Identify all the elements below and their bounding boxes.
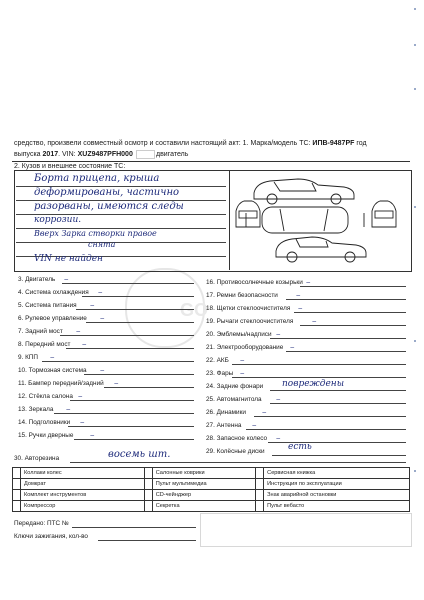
check-mark: ‒ xyxy=(100,314,105,322)
vin-label: VIN: xyxy=(62,151,76,158)
body-note-2: деформированы, частично xyxy=(34,187,180,198)
body-note-5: Вверх Зарка створки правое xyxy=(34,229,157,238)
pts-label: Передано: ПТС № xyxy=(14,520,69,527)
item-front-axle-line xyxy=(66,348,194,349)
check-mark: ‒ xyxy=(98,288,103,296)
item-rear-lights-line xyxy=(270,390,406,391)
equipment-label: Пульт вебасто xyxy=(264,501,410,512)
item-battery: 22. АКБ xyxy=(206,357,229,364)
car-top-view-icon xyxy=(246,207,364,233)
item-brakes: 10. Тормозная система xyxy=(18,367,87,374)
item-wiper-blades-line xyxy=(294,312,406,313)
check-mark: ‒ xyxy=(240,356,245,364)
item-engine: 3. Двигатель xyxy=(18,276,56,283)
header-line-2: выпуска 2017. VIN: XUZ9487PFH000 xyxy=(14,151,133,158)
check-mark: ‒ xyxy=(114,379,119,387)
check-mark: ‒ xyxy=(50,353,55,361)
equipment-checkbox[interactable] xyxy=(256,479,264,490)
check-mark: ‒ xyxy=(312,317,317,325)
item-speakers-line xyxy=(254,416,406,417)
check-mark: ‒ xyxy=(276,330,281,338)
body-note-3: разорваны, имеются следы xyxy=(34,201,184,212)
equipment-row xyxy=(13,501,410,512)
check-mark: ‒ xyxy=(90,431,95,439)
item-gearbox-line xyxy=(42,361,194,362)
item-rear-lights: 24. Задние фонари xyxy=(206,383,264,390)
equipment-checkbox[interactable] xyxy=(256,468,264,479)
item-wiper-arms-line xyxy=(300,325,406,326)
body-note-6: снята xyxy=(88,240,116,249)
equipment-label: Инструкция по эксплуатации xyxy=(264,479,410,490)
equipment-table xyxy=(12,467,410,512)
equipment-row xyxy=(13,479,410,490)
body-note-7: VIN не найден xyxy=(34,254,103,264)
item-headlights: 23. Фары xyxy=(206,370,234,377)
equipment-checkbox[interactable] xyxy=(13,479,21,490)
check-mark: ‒ xyxy=(80,418,85,426)
year-suffix: год xyxy=(356,140,367,147)
item-wiper-blades: 18. Щетки стеклоочистителя xyxy=(206,305,291,312)
equipment-checkbox[interactable] xyxy=(144,490,152,501)
equipment-checkbox[interactable] xyxy=(13,490,21,501)
car-rear-view-icon xyxy=(372,201,396,227)
check-mark: ‒ xyxy=(78,392,83,400)
item-headlights-line xyxy=(232,377,406,378)
item-rims-note: есть xyxy=(288,442,312,452)
item-wiper-arms: 19. Рычаги стеклоочистителя xyxy=(206,318,294,325)
equipment-label: CD-чейнджер xyxy=(152,490,255,501)
check-mark: ‒ xyxy=(90,301,95,309)
equipment-checkbox[interactable] xyxy=(144,501,152,512)
item-door-handles: 15. Ручки дверные xyxy=(18,432,74,439)
check-mark: ‒ xyxy=(298,304,303,312)
item-steering-line xyxy=(86,322,194,323)
equipment-row xyxy=(13,468,410,479)
item-battery-line xyxy=(232,364,406,365)
car-diagram xyxy=(232,171,408,269)
vin-value: XUZ9487PFH000 xyxy=(77,151,133,158)
car-front-view-icon xyxy=(236,201,260,227)
item-radio: 25. Автомагнитола xyxy=(206,396,262,403)
section30-line xyxy=(70,462,406,463)
equipment-checkbox[interactable] xyxy=(144,468,152,479)
equipment-label: Домкрат xyxy=(21,479,145,490)
item-front-axle: 8. Передний мост xyxy=(18,341,71,348)
item-rims-line xyxy=(272,455,406,456)
item-rear-axle: 7. Задний мост xyxy=(18,328,63,335)
keys-label: Ключи зажигания, кол-во xyxy=(14,533,88,540)
item-rear-lights-note: повреждены xyxy=(282,379,345,389)
equipment-label: Секретка xyxy=(152,501,255,512)
item-bumper-line xyxy=(104,387,194,388)
pts-line xyxy=(72,527,196,528)
check-mark: ‒ xyxy=(76,327,81,335)
item-brakes-line xyxy=(84,374,194,375)
car-side-view-icon xyxy=(254,179,354,204)
item-speakers: 26. Динамики xyxy=(206,409,246,416)
body-note-1: Борта прицепа, крыша xyxy=(34,173,160,184)
year-prefix: выпуска xyxy=(14,151,41,158)
year-value: 2017 xyxy=(42,151,59,158)
check-mark: ‒ xyxy=(276,434,281,442)
item-seatbelts-line xyxy=(286,299,406,300)
item-seatbelts: 17. Ремни безопасности xyxy=(206,292,278,299)
check-mark: ‒ xyxy=(262,408,267,416)
item-rims: 29. Колёсные диски xyxy=(206,448,265,455)
check-mark: ‒ xyxy=(240,369,245,377)
check-mark: ‒ xyxy=(276,395,281,403)
keys-line xyxy=(98,540,196,541)
check-mark: ‒ xyxy=(306,278,311,286)
body-note-4: коррозии. xyxy=(34,215,82,225)
equipment-label: Сервисная книжка xyxy=(264,468,410,479)
item-cooling-line xyxy=(82,296,194,297)
equipment-label: Пульт мультимедиа xyxy=(152,479,255,490)
header-rule xyxy=(12,161,410,162)
blank-area xyxy=(12,547,410,593)
item-sun-visors: 16. Противосолнечные козырьки xyxy=(206,279,303,286)
item-gearbox: 9. КПП xyxy=(18,354,39,361)
item-electrics-line xyxy=(286,351,406,352)
item-bumper: 11. Бампер передний/задний xyxy=(18,380,104,387)
item-rear-axle-line xyxy=(60,335,194,336)
equipment-checkbox[interactable] xyxy=(256,501,264,512)
section2-title: 2. Кузов и внешнее состояние ТС: xyxy=(14,163,126,170)
header-line-1 xyxy=(14,140,367,147)
item-mirrors: 13. Зеркала xyxy=(18,406,54,413)
item-emblems: 20. Эмблемы/надписи xyxy=(206,331,272,338)
check-mark: ‒ xyxy=(252,421,257,429)
item-cooling: 4. Система охлаждения xyxy=(18,289,89,296)
equipment-row xyxy=(13,490,410,501)
header-intro: средство, произвели совместный осмотр и составили настоящий акт: 1. Марка/модель ТС: xyxy=(14,140,311,147)
equipment-label: Салонные коврики xyxy=(152,468,255,479)
watermark-text: GO xyxy=(180,300,209,320)
item-fuel: 5. Система питания xyxy=(18,302,77,309)
item-emblems-line xyxy=(270,338,406,339)
item-windows: 12. Стёкла салона xyxy=(18,393,73,400)
check-mark: ‒ xyxy=(100,366,105,374)
model-value: ИПВ-9487РF xyxy=(312,140,355,147)
section30-label: 30. Авторезина xyxy=(14,455,60,462)
item-steering: 6. Рулевое управление xyxy=(18,315,87,322)
equipment-checkbox[interactable] xyxy=(13,501,21,512)
equipment-label: Знак аварийной остановки xyxy=(264,490,410,501)
item-sun-visors-line xyxy=(300,286,406,287)
check-mark: ‒ xyxy=(290,343,295,351)
equipment-checkbox[interactable] xyxy=(13,468,21,479)
item-antenna: 27. Антенна xyxy=(206,422,242,429)
item-door-handles-line xyxy=(74,439,194,440)
equipment-label: Коллаки колес xyxy=(21,468,145,479)
equipment-label: Компрессор xyxy=(21,501,145,512)
item-radio-line xyxy=(270,403,406,404)
item-engine-line xyxy=(62,283,194,284)
item-spare-wheel: 28. Запасное колесо xyxy=(206,435,268,442)
item-fuel-line xyxy=(76,309,194,310)
equipment-checkbox[interactable] xyxy=(144,479,152,490)
redaction-box xyxy=(200,513,412,547)
car-perspective-icon xyxy=(276,237,366,262)
item-antenna-line xyxy=(246,429,406,430)
vin-redaction xyxy=(136,150,155,159)
item-windows-line xyxy=(70,400,194,401)
ruled-line xyxy=(16,242,226,243)
check-mark: ‒ xyxy=(66,405,71,413)
check-mark: ‒ xyxy=(64,275,69,283)
equipment-label: Комплект инструментов xyxy=(21,490,145,501)
section30-note: восемь шт. xyxy=(108,449,171,460)
item-headrests-line xyxy=(68,426,194,427)
equipment-checkbox[interactable] xyxy=(256,490,264,501)
engine-label: двигатель xyxy=(156,151,189,158)
check-mark: ‒ xyxy=(296,291,301,299)
body-box-divider xyxy=(229,170,230,270)
item-mirrors-line xyxy=(54,413,194,414)
item-headrests: 14. Подголовники xyxy=(18,419,71,426)
check-mark: ‒ xyxy=(82,340,87,348)
item-electrics: 21. Электрооборудование xyxy=(206,344,284,351)
